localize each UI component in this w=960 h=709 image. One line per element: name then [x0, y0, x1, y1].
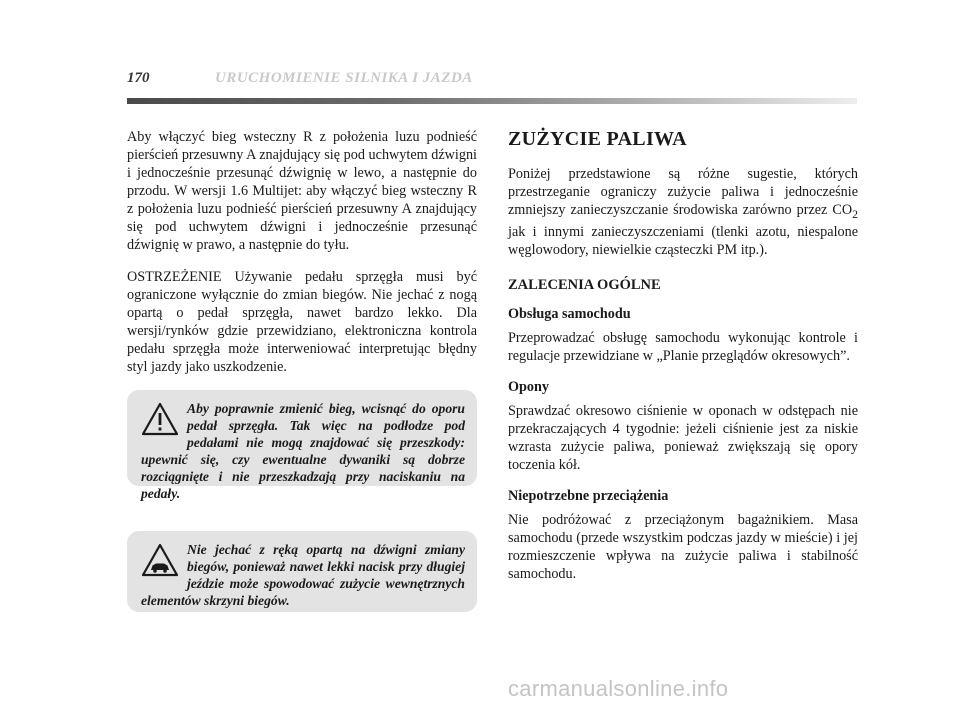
warning-box-gearlever: [127, 531, 477, 612]
maintenance-heading: Obsługa samochodu: [508, 305, 631, 322]
car-damage-warning-icon: [141, 543, 179, 577]
intro-text-before: Poniżej przedstawione są różne sugestie, których przestrzeganie ograniczy zużycie paliwa i jednocześnie zmniejszy zanieczyszczanie środowiska zarówno przez CO: [508, 166, 858, 218]
reverse-gear-paragraph: Aby włączyć bieg wsteczny R z położenia luzu podnieść pierścień przesuwny A znajdujący się pod uchwytem dźwigni i jednocześnie przesunąć dźwignię w lewo, a następnie do przodu. W wersji 1.6 Multijet: aby włączyć bieg wsteczny R z położenia luzu podnieść pierścień przesuwny A znajdujący się pod uchwytem dźwigni i jednocześnie przesunąć dźwignię w prawo, a następnie do tyłu.: [127, 129, 477, 253]
tyres-text: Sprawdzać okresowo ciśnienie w oponach w odstępach nie przekraczających 4 tygodnie: jeżeli ciśnienie jest za niskie wzrasta zużycie paliwa, ponieważ zwiększają się opory toczenia kół.: [508, 402, 858, 473]
running-header: URUCHOMIENIE SILNIKA I JAZDA: [215, 70, 473, 86]
page-number: 170: [127, 70, 150, 86]
general-recommendations-heading: ZALECENIA OGÓLNE: [508, 276, 661, 293]
warning-box-pedal: [127, 390, 477, 501]
warning-triangle-icon: [141, 402, 179, 436]
overload-heading: Niepotrzebne przeciążenia: [508, 487, 669, 504]
tyres-heading: Opony: [508, 378, 550, 395]
clutch-warning-paragraph: OSTRZEŻENIE Używanie pedału sprzęgła musi być ograniczone wyłącznie do zmian biegów. Nie jechać z nogą opartą o pedał sprzęgła, nawet bardzo lekko. Dla wersji/rynków gdzie przewidziano, elektroniczna kontrola pedału sprzęgła może interweniować interpretując błędny styl jazdy jako uszkodzenie.: [127, 269, 477, 375]
fuel-intro-paragraph: [508, 165, 858, 259]
warning-text-gearlever: Nie jechać z ręką opartą na dźwigni zmiany biegów, ponieważ nawet lekki nacisk przy długiej jeździe może spowodować zużycie wewnętrznych elementów skrzyni biegów.: [141, 542, 465, 608]
maintenance-text: Przeprowadzać obsługę samochodu wykonując kontrole i regulacje przewidziane w „Planie przeglądów okresowych”.: [508, 329, 858, 364]
right-column: [508, 128, 858, 583]
left-column: [127, 128, 477, 376]
warning-text-pedal: Aby poprawnie zmienić bieg, wcisnąć do oporu pedał sprzęgła. Tak więc na podłodze pod pedałami nie mogą znajdować się przeszkody: upewnić się, czy ewentualne dywaniki są dobrze rozciągnięte i nie przeszkadzają przy naciskaniu na pedały.: [141, 401, 465, 501]
intro-text-after: jak i innymi zanieczyszczeniami (tlenki azotu, niespalone węglowodory, niewielkie cząsteczki PM itp.).: [508, 223, 858, 258]
overload-text: Nie podróżować z przeciążonym bagażnikiem. Masa samochodu (przede wszystkim podczas jazdy w mieście) i jej rozmieszczenie wpływa na zużycie paliwa i stabilność samochodu.: [508, 511, 858, 582]
co2-subscript: 2: [852, 206, 858, 221]
watermark: carmanualsonline.info: [508, 676, 729, 701]
fuel-consumption-title: ZUŻYCIE PALIWA: [508, 128, 687, 150]
header-rule: [127, 98, 857, 104]
